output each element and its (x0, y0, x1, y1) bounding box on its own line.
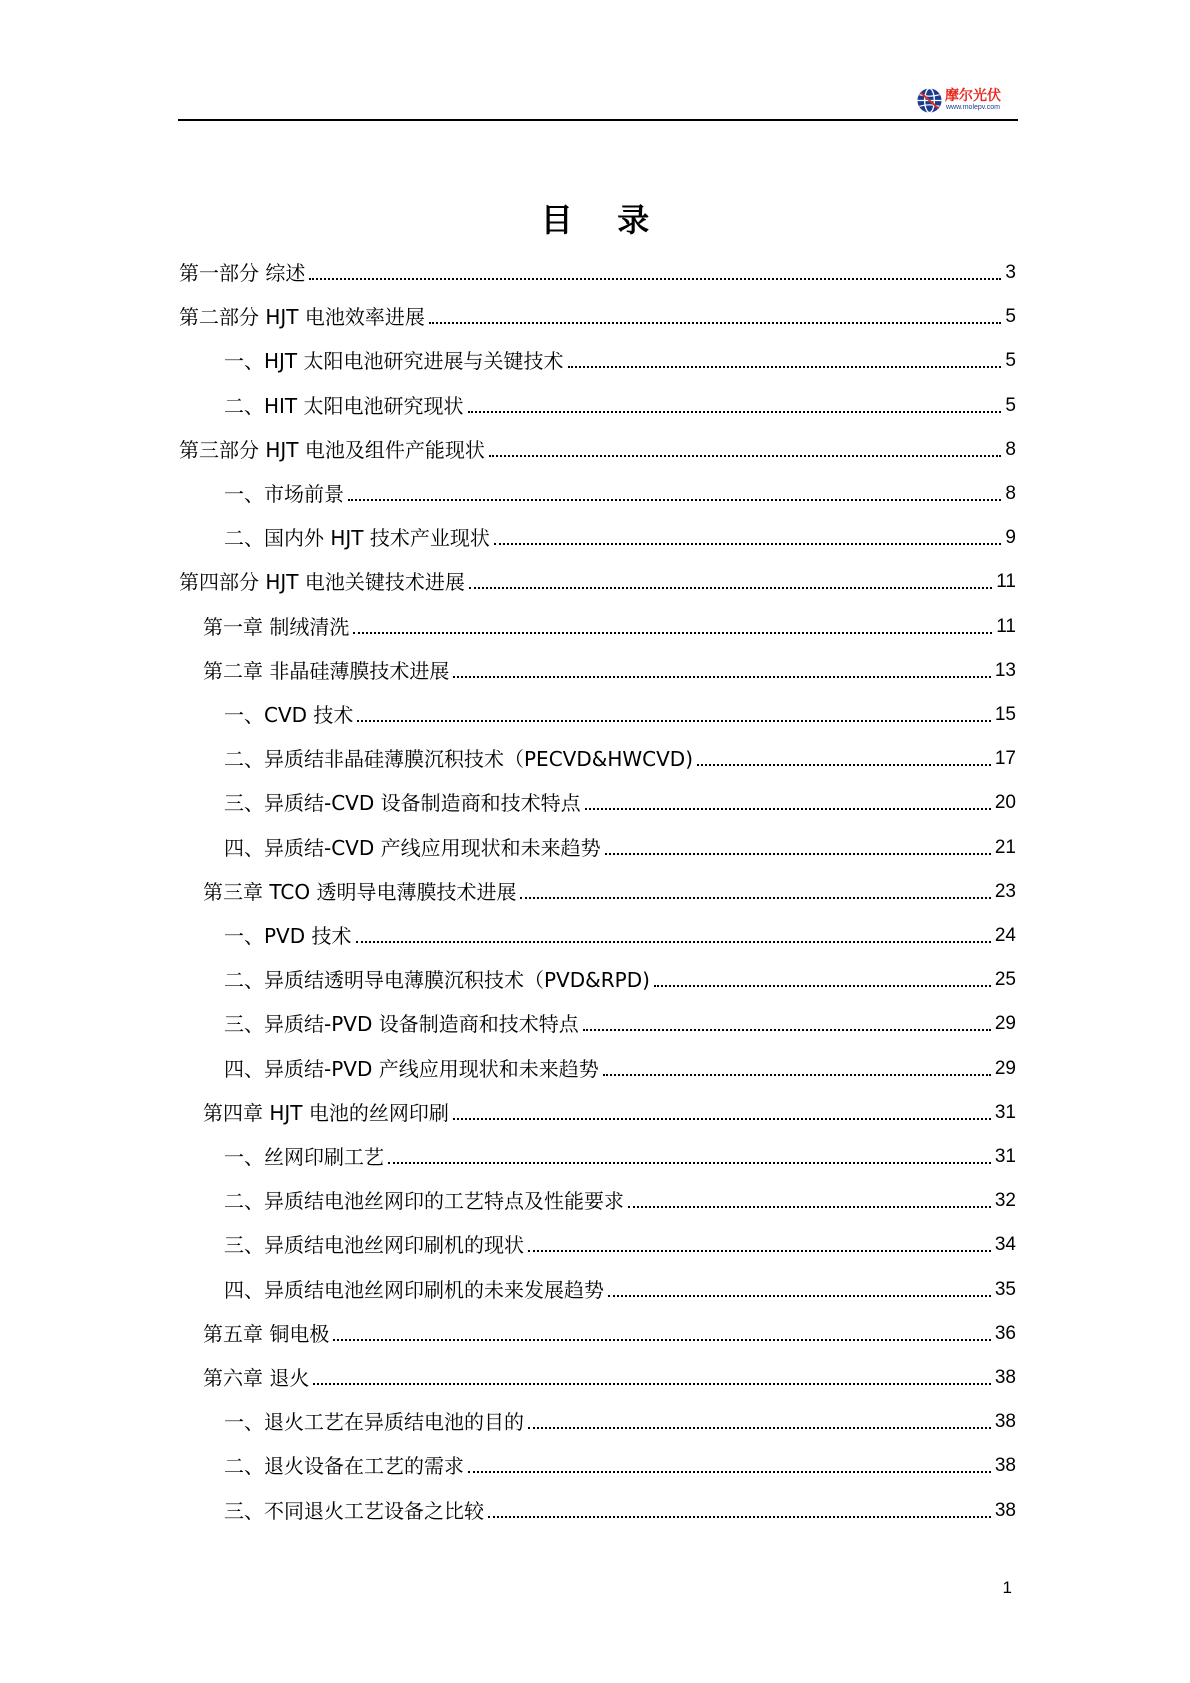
toc-entry[interactable] (203, 612, 1016, 642)
toc-entry-page: 8 (1005, 483, 1016, 504)
toc-leader-dots (628, 1206, 991, 1208)
toc-entry-text: 一、退火工艺在异质结电池的目的 (224, 1410, 524, 1435)
toc-entry-page: 31 (994, 1146, 1016, 1167)
toc-entry-text: 二、国内外 HJT 技术产业现状 (224, 526, 490, 551)
toc-leader-dots (520, 897, 990, 899)
logo-text: 摩尔光伏 (945, 88, 1001, 104)
toc-entry-page: 23 (994, 880, 1016, 902)
toc-entry-text: 二、异质结透明导电薄膜沉积技术（PVD&RPD) (224, 968, 650, 993)
toc-entry-page: 20 (994, 792, 1016, 814)
toc-entry-text: 第一章 制绒清洗 (203, 614, 350, 639)
toc-entry-text: 一、丝网印刷工艺 (224, 1145, 384, 1169)
toc-entry[interactable] (224, 1009, 1016, 1039)
toc-leader-dots (568, 366, 1002, 368)
toc-leader-dots (654, 985, 991, 987)
toc-entry[interactable] (224, 1451, 1016, 1481)
toc-entry-page: 25 (994, 969, 1016, 991)
toc-leader-dots (494, 543, 1002, 545)
toc-entry[interactable] (179, 567, 1016, 597)
toc-entry-page: 31 (994, 1101, 1016, 1123)
toc-entry[interactable] (224, 1142, 1016, 1172)
toc-entry[interactable] (224, 700, 1016, 730)
toc-leader-dots (388, 1162, 991, 1164)
toc-entry-page: 15 (994, 704, 1016, 725)
toc-entry-text: 第三部分 HJT 电池及组件产能现状 (179, 437, 485, 462)
toc-entry[interactable] (224, 1275, 1016, 1305)
toc-leader-dots (603, 1074, 991, 1076)
toc-entry[interactable] (224, 346, 1016, 376)
toc-entry[interactable] (224, 1186, 1016, 1216)
toc-leader-dots (453, 676, 991, 678)
toc-leader-dots (469, 587, 992, 589)
toc-entry-page: 24 (994, 925, 1016, 946)
toc-entry-text: 四、异质结-CVD 产线应用现状和未来趋势 (224, 835, 601, 860)
toc-entry[interactable] (224, 523, 1016, 553)
toc-entry-page: 35 (994, 1278, 1016, 1300)
toc-leader-dots (489, 455, 1002, 457)
toc-entry-page: 21 (994, 836, 1016, 858)
toc-entry-text: 一、CVD 技术 (224, 703, 354, 727)
toc-entry[interactable] (179, 435, 1016, 465)
toc-entry[interactable] (224, 744, 1016, 774)
toc-entry-text: 二、异质结电池丝网印的工艺特点及性能要求 (224, 1189, 624, 1214)
toc-entry-text: 二、退火设备在工艺的需求 (224, 1454, 464, 1479)
toc-entry-page: 29 (994, 1057, 1016, 1079)
toc-entry[interactable] (179, 302, 1016, 332)
toc-leader-dots (468, 411, 1002, 413)
toc-entry-text: 三、异质结-CVD 设备制造商和技术特点 (224, 791, 581, 816)
toc-leader-dots (608, 1295, 991, 1297)
toc-entry-text: 三、异质结电池丝网印刷机的现状 (224, 1233, 524, 1258)
toc-entry-page: 5 (1005, 394, 1016, 416)
toc-leader-dots (353, 632, 992, 634)
toc-entry-page: 32 (994, 1190, 1016, 1212)
toc-entry-text: 二、异质结非晶硅薄膜沉积技术（PECVD&HWCVD) (224, 747, 694, 772)
toc-entry-page: 13 (994, 659, 1016, 681)
toc-entry-text: 第三章 TCO 透明导电薄膜技术进展 (203, 879, 517, 904)
toc-entry[interactable] (224, 1407, 1016, 1437)
toc-entry[interactable] (224, 788, 1016, 818)
toc-entry[interactable] (224, 1230, 1016, 1260)
toc-leader-dots (356, 941, 991, 943)
toc-entry[interactable] (203, 1363, 1016, 1393)
toc-leader-dots (333, 1339, 991, 1341)
toc-entry[interactable] (224, 921, 1016, 951)
toc-entry-text: 第二章 非晶硅薄膜技术进展 (203, 658, 450, 683)
toc-entry[interactable] (224, 1054, 1016, 1084)
toc-entry-page: 36 (994, 1322, 1016, 1344)
toc-entry-text: 第一部分 综述 (179, 261, 306, 285)
toc-entry-page: 29 (994, 1013, 1016, 1035)
toc-entry[interactable] (203, 877, 1016, 907)
toc-leader-dots (348, 499, 1001, 501)
toc-entry[interactable] (224, 391, 1016, 421)
toc-entry-text: 四、异质结-PVD 产线应用现状和未来趋势 (224, 1056, 599, 1081)
toc-leader-dots (585, 808, 991, 810)
toc-entry-text: 一、PVD 技术 (224, 924, 352, 948)
toc-leader-dots (528, 1250, 991, 1252)
toc-entry-text: 第二部分 HJT 电池效率进展 (179, 305, 425, 330)
toc-leader-dots (309, 278, 1001, 280)
toc-entry-page: 34 (994, 1234, 1016, 1256)
toc-leader-dots (528, 1427, 991, 1429)
toc-leader-dots (357, 720, 990, 722)
toc-entry-text: 第五章 铜电极 (203, 1321, 330, 1346)
toc-entry-text: 第四部分 HJT 电池关键技术进展 (179, 570, 465, 595)
toc-title: 目 录 (540, 201, 650, 239)
toc-leader-dots (429, 322, 1002, 324)
toc-entry-page: 38 (994, 1367, 1016, 1388)
toc-leader-dots (453, 1118, 991, 1120)
toc-leader-dots (697, 764, 991, 766)
toc-entry[interactable] (224, 479, 1016, 509)
toc-entry[interactable] (203, 656, 1016, 686)
toc-leader-dots (605, 853, 991, 855)
toc-entry-text: 一、市场前景 (224, 482, 344, 506)
toc-entry-page: 5 (1005, 306, 1016, 328)
toc-entry-text: 第四章 HJT 电池的丝网印刷 (203, 1100, 449, 1125)
toc-entry-text: 三、不同退火工艺设备之比较 (224, 1498, 484, 1523)
toc-entry-text: 一、HJT 太阳电池研究进展与关键技术 (224, 349, 564, 374)
toc-entry-text: 四、异质结电池丝网印刷机的未来发展趋势 (224, 1277, 604, 1302)
page-number: 1 (1002, 1578, 1012, 1597)
toc-leader-dots (488, 1516, 991, 1518)
logo-url: www.molepv.com (946, 104, 1000, 111)
toc-entry[interactable] (179, 258, 1016, 288)
toc-entry-page: 9 (1005, 527, 1016, 549)
toc-leader-dots (468, 1471, 991, 1473)
toc-entry-page: 38 (994, 1499, 1016, 1521)
toc-entry-page: 11 (996, 571, 1016, 593)
toc-entry-page: 5 (1005, 350, 1016, 372)
toc-entry-text: 二、HIT 太阳电池研究现状 (224, 393, 464, 418)
toc-entry[interactable] (224, 965, 1016, 995)
toc-entry-text: 三、异质结-PVD 设备制造商和技术特点 (224, 1012, 579, 1037)
toc-entry-page: 11 (996, 615, 1016, 637)
toc-entry[interactable] (203, 1319, 1016, 1349)
toc-leader-dots (583, 1029, 991, 1031)
toc-entry[interactable] (224, 833, 1016, 863)
toc-entry-text: 第六章 退火 (203, 1366, 310, 1390)
toc-entry-page: 38 (994, 1455, 1016, 1477)
toc-leader-dots (313, 1383, 991, 1385)
toc-entry-page: 8 (1005, 438, 1016, 460)
toc-entry-page: 17 (994, 748, 1016, 770)
toc-entry-page: 3 (1005, 262, 1016, 283)
toc-entry[interactable] (203, 1098, 1016, 1128)
toc-entry-page: 38 (994, 1411, 1016, 1433)
toc-entry[interactable] (224, 1496, 1016, 1526)
